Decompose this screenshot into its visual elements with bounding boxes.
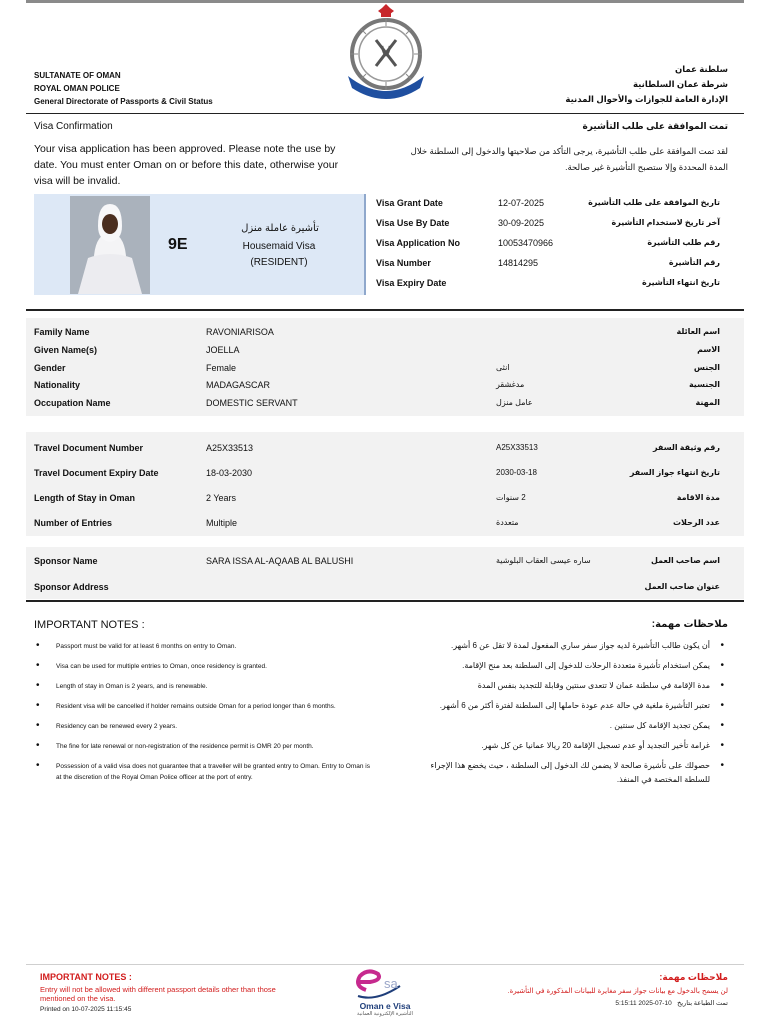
bullet-icon: • [36, 740, 40, 751]
visa-info-row [376, 278, 720, 298]
note-item [34, 638, 724, 658]
field-label: Number of Entries [34, 518, 113, 528]
visa-info-value: 14814295 [498, 258, 539, 268]
bullet-icon: • [720, 740, 724, 751]
field-value: Female [206, 363, 237, 373]
note-text-ar: مدة الإقامة في سلطنة عمان لا تتعدى سنتين وقابلة للتجديد بنفس المدة [477, 681, 710, 690]
notes-title: IMPORTANT NOTES : [34, 619, 145, 631]
field-label: Family Name [34, 327, 90, 337]
royal-oman-police-emblem-icon [338, 4, 434, 104]
field-label-ar: تاريخ انتهاء جواز السفر [629, 468, 720, 477]
note-text: Possession of a valid visa does not guarantee that a traveller will be granted entry to Oman. Entry to Oman is at the discretion of the Royal Oman Police officer at the port of entry. [56, 763, 370, 781]
field-value: Multiple [206, 518, 238, 528]
printed-time: 5:15:11 2025-07-10 [615, 1000, 672, 1007]
police-name-ar: شرطة عمان السلطانية [633, 79, 728, 89]
country-name: SULTANATE OF OMAN [34, 71, 121, 80]
field-value-ar: ساره عيسى العقاب البلوشية [496, 556, 591, 565]
printed-timestamp [615, 999, 728, 1007]
field-label-ar: اسم العائلة [676, 327, 720, 336]
visa-info-label-ar: تاريخ انتهاء التأشيرة [641, 278, 720, 287]
printed-label-ar: تمت الطباعة بتاريخ [677, 1000, 728, 1007]
field-value-ar: عامل منزل [496, 398, 533, 407]
note-item [34, 738, 724, 758]
footer-notes-text-ar: لن يسمح بالدخول مع بيانات جواز سفر مغايرة للبيانات المذكورة في التأشيرة. [507, 988, 728, 995]
personal-row [34, 380, 720, 396]
visa-info-value: 30-09-2025 [498, 218, 545, 228]
field-value-ar: متعددة [496, 518, 519, 527]
visa-info-row [376, 238, 720, 258]
evisa-logo-name: Oman e Visa [359, 1001, 411, 1011]
personal-row [34, 398, 720, 414]
footer-notes-title-ar: ملاحظات مهمة: [659, 972, 728, 982]
visa-info-row [376, 218, 720, 238]
footer-divider [26, 964, 744, 965]
header-arabic [565, 62, 728, 107]
bullet-icon: • [720, 720, 724, 731]
applicant-photo [70, 196, 150, 294]
field-label: Length of Stay in Oman [34, 493, 136, 503]
visa-type-code: 9E [168, 236, 188, 253]
travel-row [34, 468, 720, 484]
evisa-logo-subtitle: التأشيرة الإلكترونية العمانية [357, 1011, 413, 1017]
field-value: 18-03-2030 [206, 468, 253, 478]
visa-info-row [376, 198, 720, 218]
notes-title-ar: ملاحظات مهمة: [651, 619, 728, 630]
field-label: Travel Document Expiry Date [34, 468, 159, 478]
field-value: DOMESTIC SERVANT [206, 398, 298, 408]
field-value-ar: 2 سنوات [496, 493, 526, 502]
personal-row [34, 327, 720, 343]
note-text: Resident visa will be cancelled if holder remains outside Oman for a period longer than 6 months. [56, 703, 336, 710]
country-name-ar: سلطنة عمان [674, 64, 728, 74]
visa-info-label: Visa Application No [376, 238, 461, 248]
visa-info-label-ar: آخر تاريخ لاستخدام التأشيرة [611, 218, 720, 227]
field-label-ar: الاسم [697, 345, 720, 354]
note-text-ar: تعتبر التأشيرة ملغية في حالة عدم عودة حاملها إلى السلطنة لفترة أكثر من 6 أشهر. [439, 701, 710, 710]
visa-info-value: 10053470966 [498, 238, 554, 248]
field-value: JOELLA [206, 345, 240, 355]
divider [26, 600, 744, 602]
visa-info-label: Visa Number [376, 258, 431, 268]
bullet-icon: • [720, 760, 724, 771]
note-text: Length of stay in Oman is 2 years, and is renewable. [56, 683, 208, 690]
sponsor-row [34, 582, 720, 598]
field-value-ar: A25X33513 [496, 443, 538, 452]
bullet-icon: • [36, 660, 40, 671]
visa-info-value: 12-07-2025 [498, 198, 545, 208]
note-text-ar: حصولك على تأشيرة صالحة لا يضمن لك الدخول إلى السلطنة ، حيث يخضع هذا الإجراء للسلطة المختصة في المنفذ. [430, 761, 710, 784]
note-item [34, 698, 724, 718]
field-value-ar: انثى [496, 363, 510, 372]
field-label: Nationality [34, 380, 81, 390]
field-value: A25X33513 [206, 443, 254, 453]
field-label-ar: اسم صاحب العمل [650, 556, 720, 565]
note-item [34, 718, 724, 738]
field-value: RAVONIARISOA [206, 327, 274, 337]
note-text-ar: يمكن استخدام تأشيرة متعددة الرحلات للدخول إلى السلطنة بعد منح الإقامة. [462, 661, 710, 670]
bullet-icon: • [720, 640, 724, 651]
field-label-ar: الجنسية [688, 380, 720, 389]
bullet-icon: • [36, 700, 40, 711]
bullet-icon: • [36, 640, 40, 651]
field-label-ar: عدد الرحلات [672, 518, 720, 527]
note-text-ar: أن يكون طالب التأشيرة لديه جواز سفر ساري المفعول لمدة لا تقل عن 6 أشهر. [450, 641, 710, 650]
visa-type-label: Housemaid Visa [242, 241, 316, 252]
bullet-icon: • [720, 660, 724, 671]
note-item [34, 678, 724, 698]
field-label: Travel Document Number [34, 443, 144, 453]
divider [26, 309, 744, 311]
note-text-ar: غرامة تأخير التجديد أو عدم تسجيل الإقامة 20 ريالا عمانيا عن كل شهر. [481, 741, 710, 750]
svg-text:sa: sa [384, 976, 398, 991]
police-name: ROYAL OMAN POLICE [34, 84, 120, 93]
field-label-ar: مدة الاقامة [676, 493, 720, 502]
footer-notes-text: Entry will not be allowed with different passport details other than those mentioned on the visa. [40, 985, 276, 1003]
field-value-ar: 2030-03-18 [496, 468, 537, 477]
field-label: Occupation Name [34, 398, 111, 408]
bullet-icon: • [36, 680, 40, 691]
visa-info-row [376, 258, 720, 278]
top-border [26, 0, 744, 3]
printed-on: Printed on 10-07-2025 11:15:45 [40, 1006, 132, 1013]
visa-info-label-ar: رقم طلب التأشيرة [647, 238, 720, 247]
visa-info-label-ar: رقم التأشيرة [668, 258, 720, 267]
bullet-icon: • [36, 720, 40, 731]
confirmation-intro-ar: لقد تمت الموافقة على طلب التأشيرة، يرجى التأكد من صلاحيتها والدخول إلى السلطنة خلال المدة المحددة وإلا ستصبح التأشيرة غير صالحة. [410, 146, 728, 172]
footer-notes-title: IMPORTANT NOTES : [40, 972, 132, 982]
visa-type-name-ar: تأشيرة عاملة منزل [241, 223, 319, 234]
field-value: MADAGASCAR [206, 380, 271, 390]
bullet-icon: • [36, 760, 40, 771]
field-label-ar: المهنة [695, 398, 720, 407]
note-item [34, 758, 724, 790]
header-english [34, 69, 213, 108]
field-label-ar: عنوان صاحب العمل [644, 582, 720, 591]
travel-row [34, 518, 720, 534]
confirmation-title-ar: تمت الموافقة على طلب التأشيرة [582, 121, 728, 131]
note-item [34, 658, 724, 678]
field-label-ar: رقم وثيقة السفر [652, 443, 720, 452]
bullet-icon: • [720, 700, 724, 711]
visa-info-label-ar: تاريخ الموافقة على طلب التأشيرة [588, 198, 720, 207]
note-text: The fine for late renewal or non-registration of the residence permit is OMR 20 per month. [56, 743, 314, 750]
field-label: Sponsor Name [34, 556, 98, 566]
field-label-ar: الجنس [693, 363, 720, 372]
note-text: Visa can be used for multiple entries to Oman, once residency is granted. [56, 663, 267, 670]
field-label: Given Name(s) [34, 345, 98, 355]
sponsor-row [34, 556, 720, 572]
travel-row [34, 443, 720, 459]
visa-info-label: Visa Expiry Date [376, 278, 447, 288]
confirmation-title: Visa Confirmation [34, 121, 113, 132]
field-value: SARA ISSA AL-AQAAB AL BALUSHI [206, 556, 354, 566]
note-text: Residency can be renewed every 2 years. [56, 723, 178, 730]
confirmation-intro: Your visa application has been approved. Please note the use by date. You must enter Oman on or before this date, otherwise your visa will be invalid. [34, 143, 339, 187]
divider [26, 113, 744, 114]
bullet-icon: • [720, 680, 724, 691]
visa-type-name [222, 239, 336, 271]
note-text: Passport must be valid for at least 6 months on entry to Oman. [56, 643, 237, 650]
field-label: Gender [34, 363, 66, 373]
personal-row [34, 345, 720, 361]
visa-type-category: (RESIDENT) [250, 257, 308, 268]
note-text-ar: يمكن تجديد الإقامة كل سنتين . [609, 721, 710, 730]
directorate-name: General Directorate of Passports & Civil Status [34, 97, 213, 106]
field-value-ar: مدغشقر [496, 380, 525, 389]
field-label: Sponsor Address [34, 582, 109, 592]
travel-row [34, 493, 720, 509]
visa-info-label: Visa Grant Date [376, 198, 443, 208]
visa-info-label: Visa Use By Date [376, 218, 450, 228]
field-value: 2 Years [206, 493, 237, 503]
personal-row [34, 363, 720, 379]
directorate-name-ar: الإدارة العامة للجوازات والأحوال المدنية [565, 94, 728, 104]
